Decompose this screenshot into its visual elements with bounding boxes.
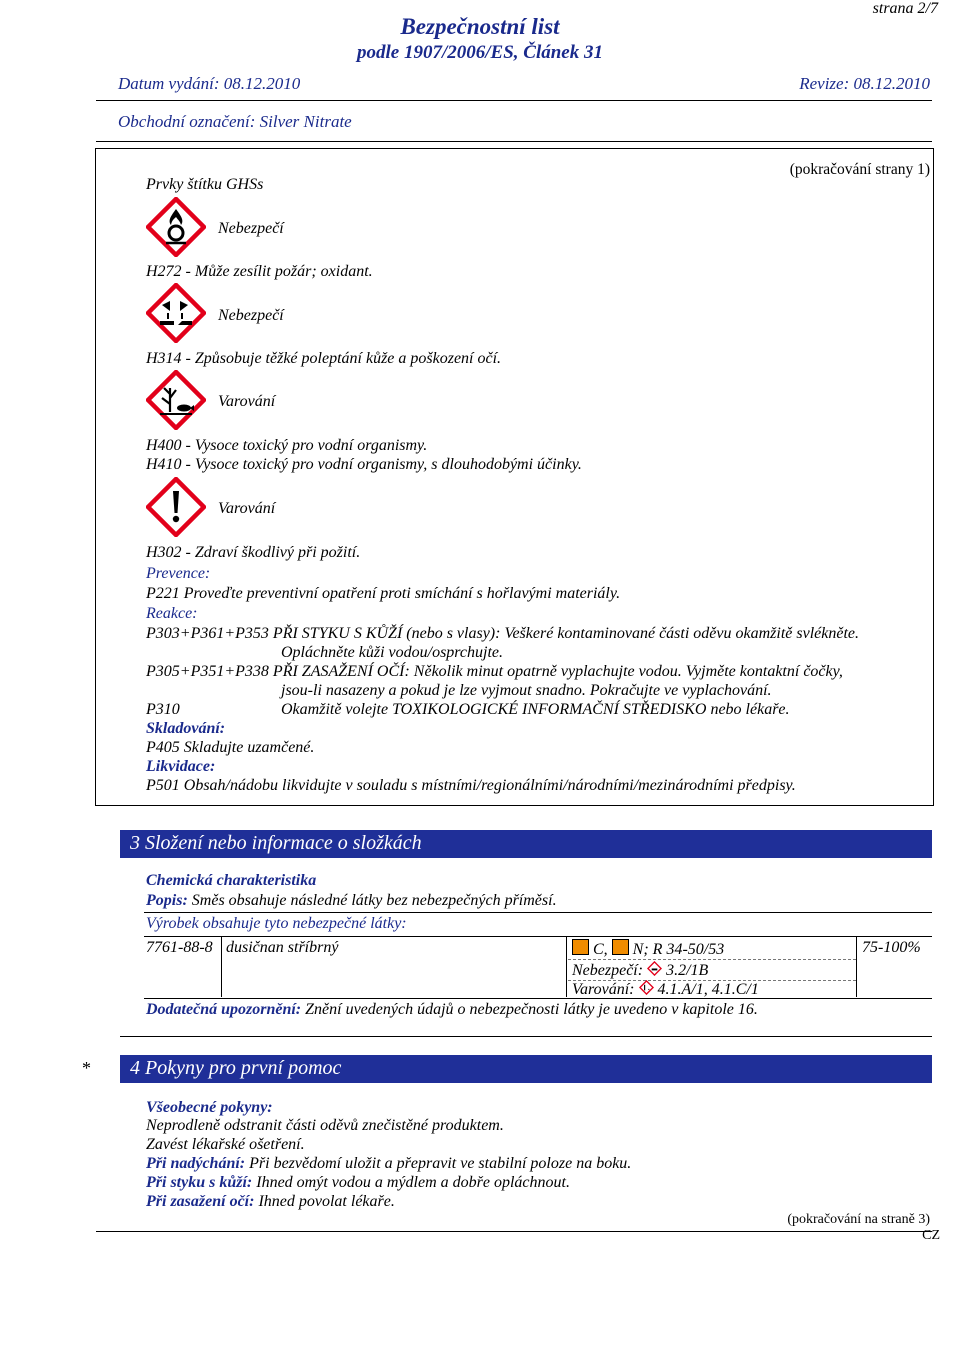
table-rule-top — [144, 936, 932, 937]
description-text: Směs obsahuje následné látky bez nebezpečných příměsí. — [191, 892, 557, 909]
reaction-p305-cont: jsou-li nasazeny a pokud je lze vyjmout snadno. Pokračujte ve vyplachování. — [281, 682, 772, 699]
environment-mini-icon-2 — [639, 980, 654, 995]
description-line — [146, 892, 557, 910]
general-text-2: Zavést lékařské ošetření. — [146, 1136, 305, 1153]
reaction-p310-code: P310 — [146, 701, 180, 718]
changed-marker: * — [82, 1058, 91, 1078]
additional-text: Znění uvedených údajů o nebezpečnosti látky je uvedeno v kapitole 16. — [305, 1001, 758, 1018]
dsd-classification: C, N; R 34-50/53 — [572, 939, 724, 959]
hazard-statement-h272: H272 - Může zesílit požár; oxidant. — [146, 263, 373, 280]
section-4-header — [120, 1055, 932, 1083]
table-rule-bottom — [144, 998, 932, 999]
hazard-statement-h400: H400 - Vysoce toxický pro vodní organismy. — [146, 437, 428, 454]
eye-line: Při zasažení očí: Ihned povolat lékaře. — [146, 1193, 395, 1210]
skin-line: Při styku s kůží: Ihned omýt vodou a mýdlem a dobře opláchnout. — [146, 1174, 570, 1191]
additional-line — [146, 1001, 758, 1019]
hazard-statement-h410: H410 - Vysoce toxický pro vodní organismy, s dlouhodobými účinky. — [146, 456, 582, 473]
table-dash-1 — [568, 959, 856, 960]
ghs-heading: Prvky štítku GHSs — [146, 176, 264, 193]
table-divider-2 — [566, 937, 567, 997]
issue-date: Datum vydání: 08.12.2010 — [118, 74, 301, 93]
corrosion-icon — [146, 283, 206, 343]
reaction-label: Reakce: — [146, 605, 198, 622]
exclamation-icon — [146, 477, 206, 537]
reaction-p305: P305+P351+P338 PŘI ZASAŽENÍ OČÍ: Několik minut opatrně vyplachujte vodou. Vyjměte kontaktní čočky, — [146, 663, 843, 680]
continued-to: (pokračování na straně 3) — [787, 1212, 930, 1227]
table-divider-3 — [856, 937, 857, 997]
section-3-title: 3 Složení nebo informace o složkách — [130, 832, 422, 854]
section-4-title: 4 Pokyny pro první pomoc — [130, 1057, 342, 1079]
inhalation-line: Při nadýchání: Při bezvědomí uložit a přepravit ve stabilní poloze na boku. — [146, 1155, 632, 1172]
section-3-end-rule — [120, 1036, 932, 1037]
trade-rule — [96, 141, 932, 142]
page-number: strana 2/7 — [872, 0, 938, 17]
reaction-p303: P303+P361+P353 PŘI STYKU S KŮŽÍ (nebo s vlasy): Veškeré kontaminované části oděvu okamžitě svlékněte. — [146, 625, 859, 642]
trade-name: Obchodní označení: Silver Nitrate — [118, 112, 352, 131]
disposal-label: Likvidace: — [146, 758, 216, 775]
flame-over-circle-icon — [146, 197, 206, 257]
reaction-p310-text: Okamžitě volejte TOXIKOLOGICKÉ INFORMAČNÍ STŘEDISKO nebo lékaře. — [281, 701, 790, 718]
continued-from: (pokračování strany 1) — [789, 161, 930, 178]
additional-label: Dodatečná upozornění: — [146, 1001, 302, 1018]
language-code: CZ — [922, 1228, 940, 1243]
prevention-label: Prevence: — [146, 565, 211, 582]
chem-char-heading: Chemická charakteristika — [146, 872, 317, 889]
general-text-1: Neprodleně odstranit části oděvů znečistěné produktem. — [146, 1117, 504, 1134]
hazard-statement-h314: H314 - Způsobuje těžké poleptání kůže a poškození očí. — [146, 350, 502, 367]
reaction-p303-cont: Opláchněte kůži vodou/osprchujte. — [281, 644, 504, 661]
description-label: Popis: — [146, 892, 188, 909]
corrosive-mini-icon — [572, 939, 589, 955]
revision-date: Revize: 08.12.2010 — [799, 74, 930, 93]
signal-word-warning-1: Varování — [218, 393, 276, 410]
ghs-danger-row: Nebezpečí: 3.2/1B — [572, 962, 709, 979]
contains-heading: Výrobek obsahuje tyto nebezpečné látky: — [146, 915, 407, 932]
general-label: Všeobecné pokyny: — [146, 1099, 273, 1116]
prevention-text: P221 Proveďte preventivní opatření proti smíchání s hořlavými materiály. — [146, 585, 621, 602]
document-title: Bezpečnostní list — [400, 14, 560, 39]
storage-text: P405 Skladujte uzamčené. — [146, 739, 315, 756]
cas-number: 7761-88-8 — [146, 939, 213, 956]
concentration: 75-100% — [862, 939, 921, 956]
signal-word-danger-2: Nebezpečí — [218, 307, 284, 324]
footer-rule — [96, 1231, 932, 1232]
document-subtitle: podle 1907/2006/ES, Článek 31 — [357, 42, 603, 63]
environment-mini-icon — [612, 939, 629, 955]
storage-label: Skladování: — [146, 720, 226, 737]
signal-word-danger-1: Nebezpečí — [218, 220, 284, 237]
header-rule — [96, 100, 932, 101]
section-3-header — [120, 830, 932, 858]
table-divider-1 — [221, 937, 222, 997]
disposal-text: P501 Obsah/nádobu likvidujte v souladu s místními/regionálními/národními/mezinárodními předpisy. — [146, 777, 796, 794]
hazard-statement-h302: H302 - Zdraví škodlivý při požití. — [146, 544, 361, 561]
corrosion-mini-icon — [647, 961, 662, 976]
environment-icon — [146, 370, 206, 430]
contains-rule-top — [144, 912, 932, 913]
ghs-warning-row: Varování: 4.1.A/1, 4.1.C/1 — [572, 981, 759, 998]
signal-word-warning-2: Varování — [218, 500, 276, 517]
substance-name: dusičnan stříbrný — [226, 939, 339, 956]
